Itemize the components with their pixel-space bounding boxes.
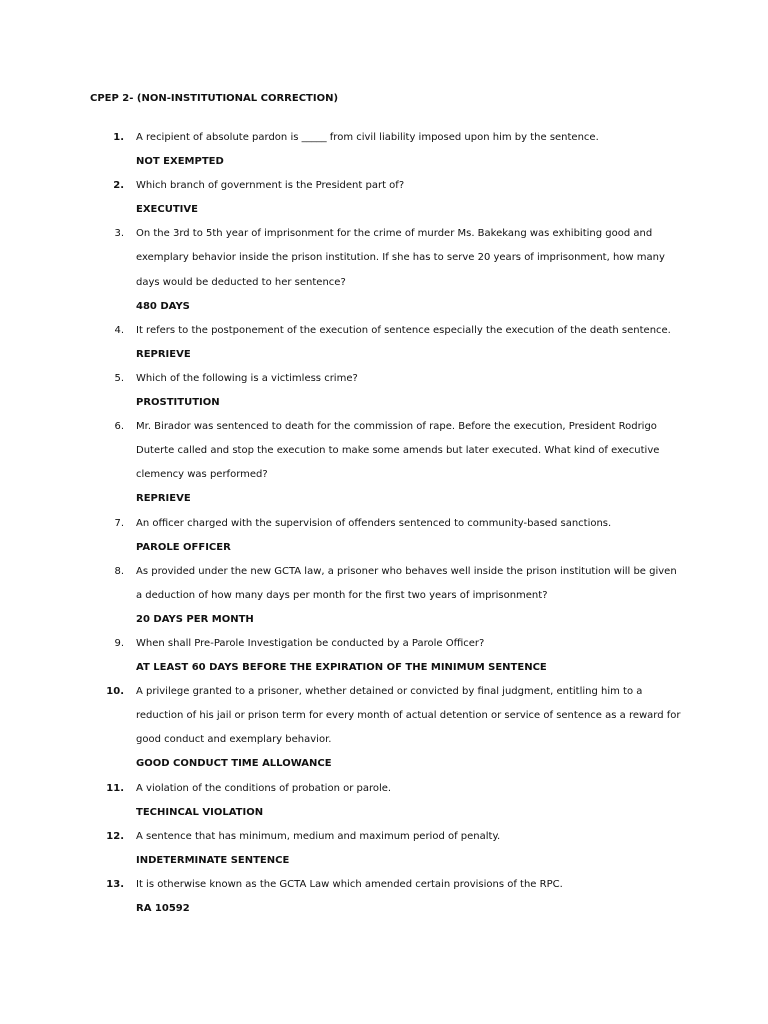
question-number: 7.	[114, 517, 124, 529]
question-number: 11.	[106, 782, 124, 794]
list-item	[0, 777, 768, 825]
question-text: It is otherwise known as the GCTA Law which amended certain provisions of the RPC.	[136, 878, 563, 890]
answer-text: INDETERMINATE SENTENCE	[136, 854, 290, 866]
question-text: Mr. Birador was sentenced to death for the commission of rape. Before the execution, President Rodrigo Duterte called and stop the execution to make some amends but later executed. What kind of executive clemency was performed?	[136, 421, 660, 481]
list-item	[0, 680, 768, 776]
question-number: 10.	[106, 686, 124, 698]
answer-text: REPRIEVE	[136, 493, 191, 505]
question-text: When shall Pre-Parole Investigation be conducted by a Parole Officer?	[136, 637, 485, 649]
question-number: 4.	[114, 324, 124, 336]
question-number: 6.	[114, 421, 124, 433]
answer-text: PAROLE OFFICER	[136, 541, 231, 553]
list-item	[0, 512, 768, 560]
list-item	[0, 126, 768, 174]
question-text: Which of the following is a victimless crime?	[136, 372, 358, 384]
page-title: CPEP 2- (NON-INSTITUTIONAL CORRECTION)	[90, 93, 339, 104]
question-text: An officer charged with the supervision of offenders sentenced to community-based sanctions.	[136, 517, 612, 529]
list-item	[0, 415, 768, 511]
list-item	[0, 873, 768, 921]
answer-text: PROSTITUTION	[136, 397, 220, 409]
answer-text: NOT EXEMPTED	[136, 156, 224, 168]
list-item	[0, 174, 768, 222]
question-text: On the 3rd to 5th year of imprisonment for the crime of murder Ms. Bakekang was exhibiting good and exemplary behavior inside the prison institution. If she has to serve 20 years of imprisonment, how many days would be deducted to her sentence?	[136, 228, 665, 288]
answer-text: 20 DAYS PER MONTH	[136, 613, 254, 625]
answer-text: REPRIEVE	[136, 348, 191, 360]
question-text: It refers to the postponement of the execution of sentence especially the execution of the death sentence.	[136, 324, 671, 336]
answer-text: EXECUTIVE	[136, 204, 198, 216]
answer-text: RA 10592	[136, 903, 190, 914]
question-list	[0, 126, 768, 921]
question-number: 1.	[113, 132, 124, 143]
question-text: As provided under the new GCTA law, a prisoner who behaves well inside the prison institution will be given a deduction of how many days per month for the first two years of imprisonment?	[136, 565, 677, 601]
answer-text: 480 DAYS	[136, 300, 190, 312]
question-text: A recipient of absolute pardon is _____ from civil liability imposed upon him by the sentence.	[136, 132, 599, 143]
answer-text: GOOD CONDUCT TIME ALLOWANCE	[136, 758, 332, 770]
list-item	[0, 825, 768, 873]
question-number: 5.	[114, 372, 124, 384]
list-item	[0, 632, 768, 680]
question-number: 9.	[114, 637, 124, 649]
list-item	[0, 222, 768, 318]
list-item	[0, 319, 768, 367]
question-text: A violation of the conditions of probation or parole.	[136, 782, 392, 794]
question-number: 12.	[106, 830, 124, 842]
question-text: A sentence that has minimum, medium and maximum period of penalty.	[136, 830, 501, 842]
question-text: A privilege granted to a prisoner, whether detained or convicted by final judgment, entitling him to a reduction of his jail or prison term for every month of actual detention or service of sentence as a reward for good conduct and exemplary behavior.	[136, 686, 681, 746]
answer-text: AT LEAST 60 DAYS BEFORE THE EXPIRATION OF THE MINIMUM SENTENCE	[136, 662, 547, 674]
question-number: 2.	[113, 180, 124, 192]
question-number: 3.	[114, 228, 124, 240]
list-item	[0, 367, 768, 415]
answer-text: TECHINCAL VIOLATION	[136, 806, 264, 818]
question-text: Which branch of government is the President part of?	[136, 180, 405, 192]
question-number: 8.	[114, 565, 124, 577]
list-item	[0, 560, 768, 632]
question-number: 13.	[106, 878, 124, 890]
